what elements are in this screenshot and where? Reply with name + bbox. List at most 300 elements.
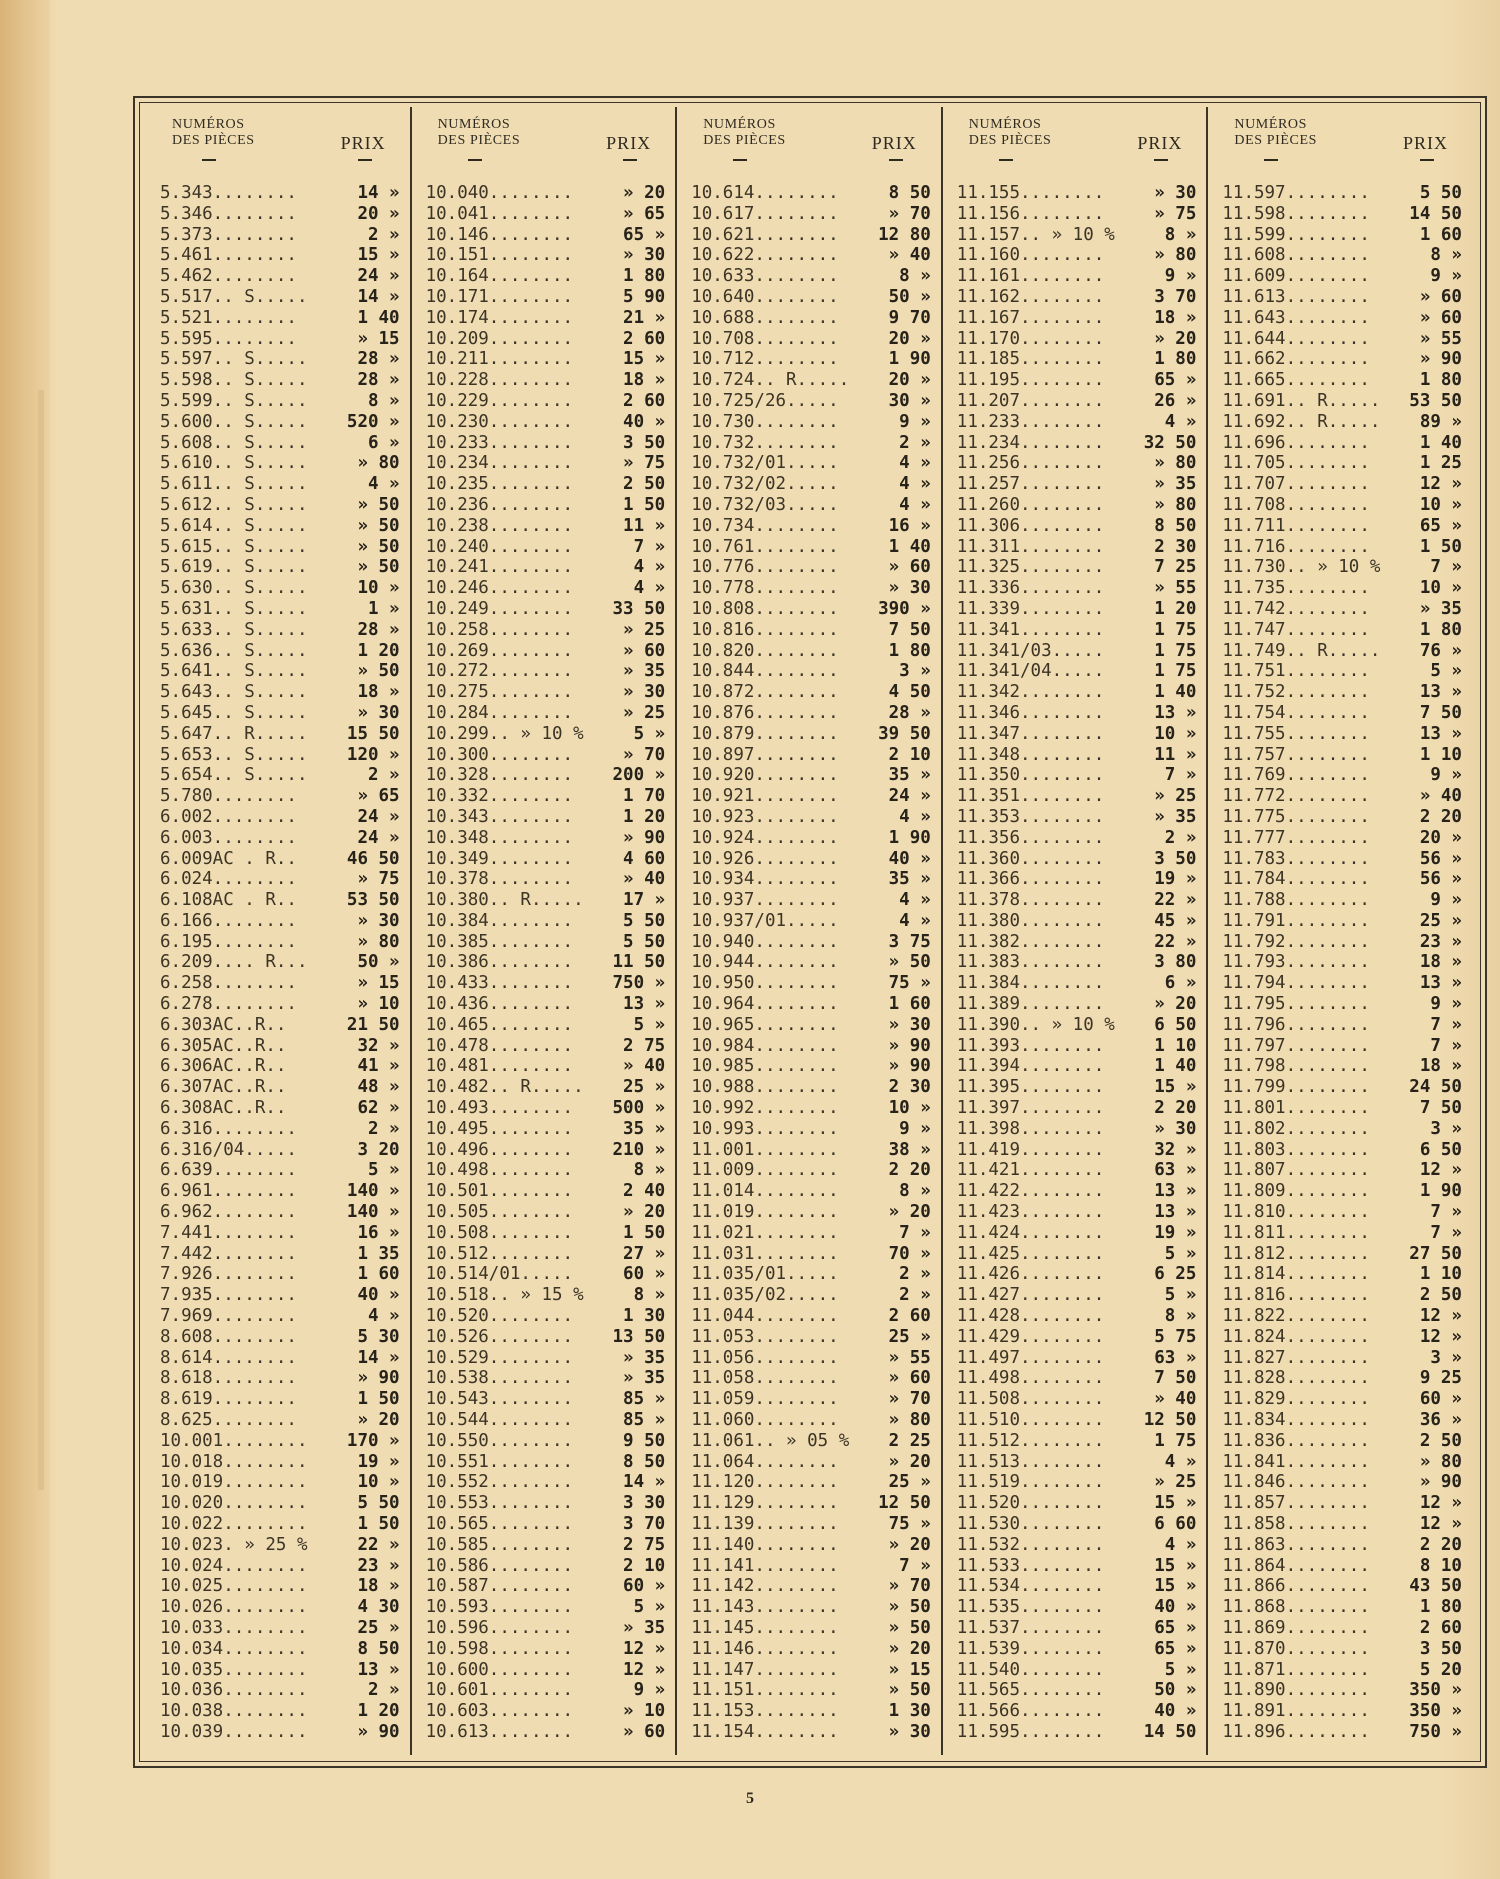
part-price: 28 » (357, 619, 400, 640)
part-number: 11.140........ (691, 1534, 839, 1555)
part-price: 60 » (623, 1576, 666, 1597)
part-price: 5 50 (357, 1493, 400, 1514)
header-rule (202, 159, 216, 161)
part-price: 2 30 (888, 1077, 931, 1098)
part-number: 11.356........ (956, 827, 1105, 848)
part-number: 5.647.. R..... (160, 723, 308, 744)
part-price: 750 » (1409, 1721, 1462, 1742)
part-price: 35 » (888, 869, 931, 890)
part-number: 6.003........ (160, 827, 297, 848)
part-number: 11.735........ (1222, 578, 1370, 599)
part-price: 140 » (346, 1202, 400, 1223)
part-price: » 80 (1154, 245, 1197, 266)
table-row (691, 724, 931, 745)
part-price: 6 » (367, 432, 400, 453)
table-row (691, 641, 931, 662)
part-price: 7 » (1164, 765, 1197, 786)
part-price: 33 50 (612, 598, 666, 619)
header-des-pieces-label: DES PIÈCES (703, 133, 786, 148)
part-price: 14 » (357, 286, 400, 307)
table-row (1222, 1077, 1462, 1098)
part-price: » 30 (357, 702, 400, 723)
table-row (160, 245, 400, 266)
table-row (426, 1514, 666, 1535)
table-row (426, 225, 666, 246)
part-price: 5 » (1164, 1285, 1197, 1306)
part-price: 2 20 (1419, 1534, 1462, 1555)
part-number: 10.505........ (425, 1202, 574, 1223)
part-price: 15 » (1154, 1077, 1197, 1098)
table-row (691, 453, 931, 474)
table-row (691, 537, 931, 558)
table-row (426, 952, 666, 973)
table-row (160, 433, 400, 454)
part-number: 11.384........ (956, 973, 1105, 994)
part-price: 63 » (1154, 1347, 1197, 1368)
part-price: » 20 (888, 1534, 931, 1555)
header-des-pieces-label: DES PIÈCES (968, 133, 1052, 148)
part-price: 6 » (1164, 973, 1197, 994)
part-number: 11.056........ (691, 1347, 839, 1368)
part-price: 35 » (623, 1118, 666, 1139)
part-price: 41 » (357, 1056, 400, 1077)
part-price: 3 20 (357, 1139, 400, 1160)
part-price: 210 » (612, 1139, 666, 1160)
part-number: 11.539........ (956, 1638, 1105, 1659)
part-number: 10.433........ (425, 973, 574, 994)
table-row (426, 1264, 666, 1285)
part-number: 5.597.. S..... (160, 349, 308, 370)
part-number: 11.234........ (956, 432, 1105, 453)
table-row (426, 620, 666, 641)
part-price: 38 » (888, 1139, 931, 1160)
part-number: 10.001........ (160, 1430, 308, 1451)
part-number: 10.551........ (425, 1451, 574, 1472)
part-price: 1 50 (357, 1389, 400, 1410)
part-price: 3 » (899, 661, 931, 682)
part-number: 10.508........ (425, 1222, 574, 1243)
table-row (1222, 828, 1462, 849)
part-number: 11.863........ (1222, 1534, 1370, 1555)
part-price: » 90 (888, 1056, 931, 1077)
table-row (957, 890, 1197, 911)
part-price: 12 » (1419, 1493, 1462, 1514)
header-des-pieces-label: DES PIÈCES (437, 133, 521, 148)
part-number: 10.872........ (691, 682, 839, 703)
part-price: 2 40 (623, 1181, 666, 1202)
table-row (691, 994, 931, 1015)
part-number: 7.969........ (160, 1306, 297, 1327)
part-price: 22 » (357, 1534, 400, 1555)
part-number: 11.751........ (1222, 661, 1370, 682)
table-row (957, 682, 1197, 703)
header-numeros (172, 117, 255, 149)
part-price: 8 » (1164, 224, 1197, 245)
part-number: 10.151........ (425, 245, 574, 266)
part-price: 10 » (1419, 578, 1462, 599)
part-number: 10.730........ (691, 411, 839, 432)
part-price: 21 50 (346, 1014, 400, 1035)
table-row (1222, 1452, 1462, 1473)
table-row (691, 1660, 931, 1681)
part-number: 5.614.. S..... (160, 515, 308, 536)
part-price: 13 » (1419, 973, 1462, 994)
part-price: 60 » (623, 1264, 666, 1285)
part-number: 11.696........ (1222, 432, 1370, 453)
part-number: 11.533........ (956, 1555, 1105, 1576)
part-number: 11.769........ (1222, 765, 1370, 786)
part-price: 16 » (357, 1222, 400, 1243)
part-number: 11.822........ (1222, 1306, 1370, 1327)
part-number: 11.151........ (691, 1680, 839, 1701)
part-number: 11.428........ (956, 1306, 1105, 1327)
part-price: 2 75 (623, 1035, 666, 1056)
part-price: 4 » (367, 474, 400, 495)
table-row (1222, 183, 1462, 204)
part-number: 11.423........ (956, 1202, 1105, 1223)
part-price: 1 60 (1419, 224, 1462, 245)
part-price: 3 50 (1154, 848, 1197, 869)
part-price: 9 » (1430, 890, 1462, 911)
part-number: 11.351........ (956, 786, 1105, 807)
part-number: 11.142........ (691, 1576, 839, 1597)
table-row (1222, 516, 1462, 537)
table-row (426, 765, 666, 786)
part-price: 50 » (357, 952, 400, 973)
table-row (160, 745, 400, 766)
part-number: 10.529........ (425, 1347, 574, 1368)
column-header (160, 107, 400, 183)
table-row (957, 391, 1197, 412)
table-row (957, 1160, 1197, 1181)
table-row (957, 329, 1197, 350)
table-row (426, 786, 666, 807)
part-number: 7.926........ (160, 1264, 297, 1285)
part-number: 11.427........ (956, 1285, 1105, 1306)
part-number: 6.278........ (160, 994, 297, 1015)
part-number: 11.147........ (691, 1659, 839, 1680)
part-number: 10.328........ (425, 765, 574, 786)
table-row (426, 1493, 666, 1514)
part-price: 65 » (1154, 1638, 1197, 1659)
part-number: 5.645.. S..... (160, 702, 308, 723)
table-row (691, 329, 931, 350)
table-row (426, 1431, 666, 1452)
table-row (426, 828, 666, 849)
table-row (957, 1618, 1197, 1639)
table-row (691, 1036, 931, 1057)
part-number: 6.303AC..R.. (160, 1014, 287, 1035)
table-row (691, 1680, 931, 1701)
table-row (957, 828, 1197, 849)
part-price: 2 60 (1419, 1617, 1462, 1638)
part-price: 2 60 (623, 390, 666, 411)
table-row (691, 391, 931, 412)
part-price: 15 » (357, 245, 400, 266)
part-number: 10.934........ (691, 869, 839, 890)
table-row (426, 911, 666, 932)
part-number: 10.040........ (425, 183, 574, 203)
part-number: 11.394........ (956, 1056, 1105, 1077)
part-number: 10.498........ (425, 1160, 574, 1181)
part-number: 6.009AC . R.. (160, 848, 297, 869)
part-number: 11.891........ (1222, 1701, 1370, 1722)
part-price: 24 » (357, 827, 400, 848)
part-price: » 50 (888, 1617, 931, 1638)
part-number: 11.757........ (1222, 744, 1370, 765)
part-price: 17 » (623, 890, 666, 911)
header-rule (1264, 159, 1278, 161)
part-price: 12 » (1419, 1306, 1462, 1327)
table-row (426, 1639, 666, 1660)
part-number: 10.988........ (691, 1077, 839, 1098)
column-rows (691, 183, 931, 1743)
part-price: 5 » (633, 1014, 666, 1035)
part-number: 10.587........ (425, 1576, 574, 1597)
part-number: 10.036........ (160, 1680, 308, 1701)
table-row (691, 349, 931, 370)
part-number: 11.858........ (1222, 1514, 1370, 1534)
part-number: 11.752........ (1222, 682, 1370, 703)
part-number: 11.170........ (956, 328, 1105, 349)
table-row (1222, 641, 1462, 662)
part-number: 10.236........ (425, 494, 574, 515)
part-number: 11.846........ (1222, 1472, 1370, 1493)
table-row (691, 1327, 931, 1348)
part-price: » 30 (888, 578, 931, 599)
table-row (1222, 932, 1462, 953)
part-price: 18 » (1419, 952, 1462, 973)
table-row (957, 433, 1197, 454)
part-price: 70 » (888, 1243, 931, 1264)
part-number: 11.749.. R..... (1222, 640, 1381, 661)
part-price: » 35 (623, 1617, 666, 1638)
part-number: 10.965........ (691, 1014, 839, 1035)
part-price: 3 50 (623, 432, 666, 453)
part-number: 10.386........ (425, 952, 574, 973)
part-price: 15 » (623, 349, 666, 370)
table-row (160, 1306, 400, 1327)
part-price: 5 50 (1419, 183, 1462, 203)
part-number: 6.305AC..R.. (160, 1035, 287, 1056)
part-price: » 40 (623, 869, 666, 890)
table-row (1222, 1701, 1462, 1722)
part-number: 10.034........ (160, 1638, 308, 1659)
part-number: 10.778........ (691, 578, 839, 599)
part-price: 7 » (1430, 1014, 1462, 1035)
part-number: 10.272........ (425, 661, 574, 682)
part-number: 11.747........ (1222, 619, 1370, 640)
part-number: 10.022........ (160, 1514, 308, 1534)
part-price: 1 10 (1419, 1264, 1462, 1285)
part-number: 10.495........ (425, 1118, 574, 1139)
table-row (691, 225, 931, 246)
part-number: 11.803........ (1222, 1139, 1370, 1160)
part-number: 11.426........ (956, 1264, 1105, 1285)
part-number: 10.550........ (425, 1430, 574, 1451)
part-number: 11.157.. » 10 % (956, 224, 1115, 245)
part-price: 12 50 (878, 1493, 931, 1514)
part-price: 8 » (367, 390, 400, 411)
part-price: » 20 (623, 183, 666, 203)
table-row (160, 599, 400, 620)
part-price: 15 » (1154, 1493, 1197, 1514)
part-number: 11.520........ (956, 1493, 1105, 1514)
part-number: 10.992........ (691, 1098, 839, 1119)
table-row (160, 911, 400, 932)
part-price: 4 30 (357, 1597, 400, 1618)
table-row (691, 973, 931, 994)
table-row (691, 516, 931, 537)
part-price: 3 » (1430, 1118, 1462, 1139)
part-price: 2 20 (888, 1160, 931, 1181)
part-number: 10.926........ (691, 848, 839, 869)
part-number: 11.380........ (956, 910, 1105, 931)
part-number: 6.308AC..R.. (160, 1098, 287, 1119)
part-number: 11.429........ (956, 1326, 1105, 1347)
part-number: 10.920........ (691, 765, 839, 786)
table-row (1222, 765, 1462, 786)
table-row (160, 849, 400, 870)
table-row (957, 1056, 1197, 1077)
table-row (160, 1077, 400, 1098)
part-number: 6.024........ (160, 869, 297, 890)
part-number: 11.665........ (1222, 370, 1370, 391)
part-price: 1 30 (623, 1306, 666, 1327)
table-row (957, 1472, 1197, 1493)
part-price: 19 » (357, 1451, 400, 1472)
part-number: 10.209........ (425, 328, 574, 349)
table-row (426, 1285, 666, 1306)
part-number: 11.841........ (1222, 1451, 1370, 1472)
part-number: 11.422........ (956, 1181, 1105, 1202)
part-price: 1 10 (1419, 744, 1462, 765)
part-price: » 65 (623, 203, 666, 224)
table-row (160, 1597, 400, 1618)
table-column (146, 107, 412, 1755)
part-number: 10.496........ (425, 1139, 574, 1160)
part-number: 11.890........ (1222, 1680, 1370, 1701)
part-number: 10.018........ (160, 1451, 308, 1472)
part-number: 10.481........ (425, 1056, 574, 1077)
header-rule (999, 159, 1013, 161)
table-row (691, 204, 931, 225)
part-price: 4 » (1164, 1534, 1197, 1555)
part-price: 56 » (1419, 869, 1462, 890)
table-row (1222, 287, 1462, 308)
part-number: 10.238........ (425, 515, 574, 536)
part-price: 27 » (623, 1243, 666, 1264)
part-number: 11.347........ (956, 723, 1105, 744)
table-row (426, 1597, 666, 1618)
part-number: 5.600.. S..... (160, 411, 308, 432)
part-price: 140 » (346, 1181, 400, 1202)
table-row (426, 1535, 666, 1556)
part-price: 14 » (357, 183, 400, 203)
part-number: 10.565........ (425, 1514, 574, 1534)
table-row (691, 849, 931, 870)
table-row (957, 1368, 1197, 1389)
part-price: 2 » (899, 1264, 931, 1285)
table-row (160, 973, 400, 994)
table-row (691, 620, 931, 641)
part-price: 18 » (623, 370, 666, 391)
table-row (1222, 225, 1462, 246)
table-row (691, 495, 931, 516)
part-price: » 40 (623, 1056, 666, 1077)
part-price: » 80 (357, 453, 400, 474)
part-price: » 70 (623, 744, 666, 765)
part-price: » 35 (623, 1347, 666, 1368)
part-number: 11.798........ (1222, 1056, 1370, 1077)
table-row (1222, 245, 1462, 266)
table-row (426, 599, 666, 620)
part-price: » 35 (1419, 598, 1462, 619)
part-price: 39 50 (878, 723, 931, 744)
part-price: 5 90 (623, 286, 666, 307)
table-row (691, 1618, 931, 1639)
part-number: 11.783........ (1222, 848, 1370, 869)
header-numeros-label: NUMÉROS (703, 117, 776, 132)
part-price: 14 50 (1409, 203, 1462, 224)
part-price: » 30 (888, 1721, 931, 1742)
table-row (1222, 204, 1462, 225)
part-price: » 90 (1419, 349, 1462, 370)
table-row (426, 1056, 666, 1077)
part-number: 11.691.. R..... (1222, 390, 1381, 411)
part-number: 11.382........ (956, 931, 1105, 952)
part-number: 11.791........ (1222, 910, 1370, 931)
part-price: 76 » (1419, 640, 1462, 661)
table-row (957, 703, 1197, 724)
part-price: 9 » (899, 411, 931, 432)
part-price: » 50 (888, 1597, 931, 1618)
part-price: 9 » (1430, 266, 1462, 287)
part-number: 11.692.. R..... (1222, 411, 1381, 432)
part-number: 6.316........ (160, 1118, 297, 1139)
part-price: 18 » (1419, 1056, 1462, 1077)
part-number: 6.639........ (160, 1160, 297, 1181)
table-row (1222, 370, 1462, 391)
part-number: 10.940........ (691, 931, 839, 952)
part-price: 7 » (1430, 1035, 1462, 1056)
part-price: 4 50 (888, 682, 931, 703)
part-number: 11.793........ (1222, 952, 1370, 973)
table-row (426, 745, 666, 766)
table-row (426, 1181, 666, 1202)
part-number: 10.776........ (691, 557, 839, 578)
table-row (160, 661, 400, 682)
part-price: » 90 (357, 1368, 400, 1389)
header-prix-label: PRIX (340, 133, 386, 153)
table-row (1222, 1160, 1462, 1181)
part-number: 11.325........ (956, 557, 1105, 578)
table-row (691, 1368, 931, 1389)
table-row (426, 703, 666, 724)
part-price: » 50 (888, 1680, 931, 1701)
part-price: 40 » (1154, 1597, 1197, 1618)
part-number: 11.154........ (691, 1721, 839, 1742)
table-row (160, 1119, 400, 1140)
part-number: 10.600........ (425, 1659, 574, 1680)
part-price: 10 » (357, 1472, 400, 1493)
header-numeros (703, 117, 786, 149)
part-price: 350 » (1409, 1680, 1462, 1701)
part-number: 11.540........ (956, 1659, 1105, 1680)
part-price: » 50 (357, 536, 400, 557)
part-number: 10.688........ (691, 307, 839, 328)
part-price: 1 50 (623, 1222, 666, 1243)
